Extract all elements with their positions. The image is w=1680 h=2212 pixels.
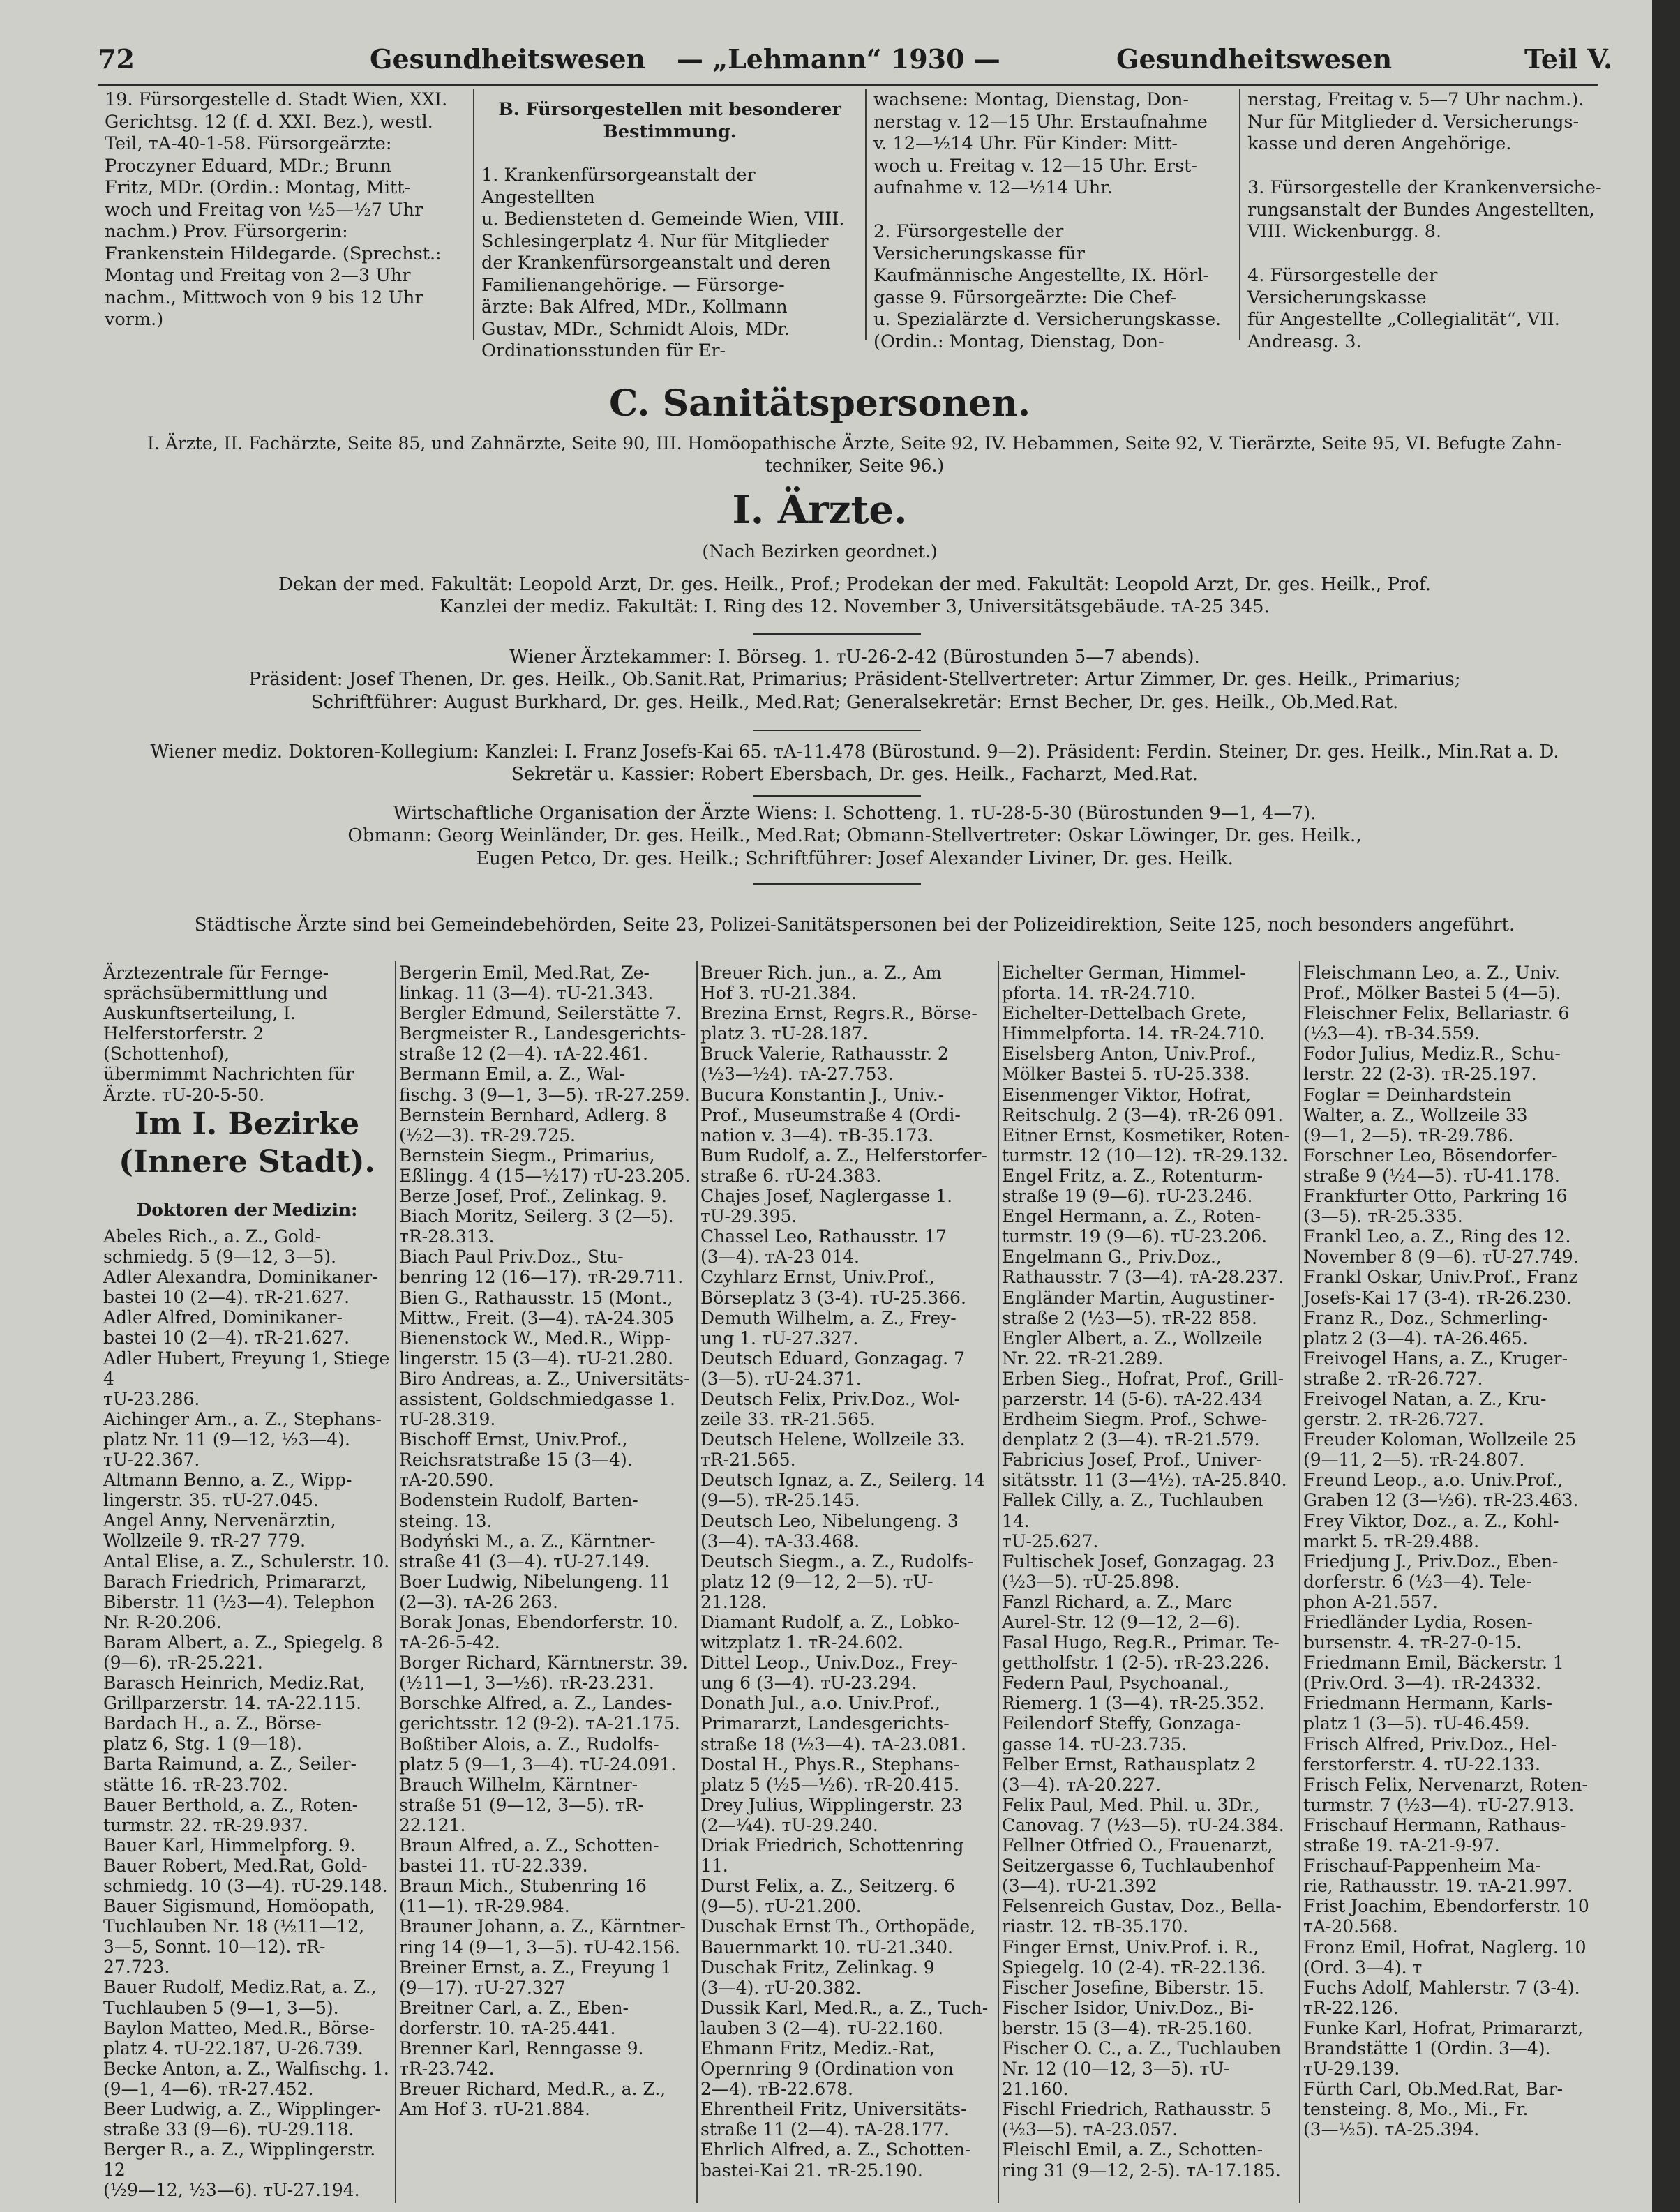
- header-rule: [98, 84, 1598, 86]
- divider-4: [753, 883, 921, 885]
- listing-col-1: Abeles Rich., a. Z., Gold- schmiedg. 5 (9—12, 3—5). Adler Alexandra, Dominikaner- bastei 10 (2—4). ᴛR-21.627. Adler Alfred, Dominikaner- bastei 10 (2—4). ᴛR-21.627. Adler Hubert, Freyung 1, Stiege 4 ᴛU-23.286. Aichinger Arn., a. Z., Stephans- platz Nr. 11 (9—12, ½3—4). ᴛU-22.367. Altmann Benno, a. Z., Wipp- lingerstr. 35. ᴛU-27.045. Angel Anny, Nervenärztin, Wollzeile 9. ᴛR-27 779. Antal Elise, a. Z., Schulerstr. 10. Barach Friedrich, Primararzt, Biberstr. 11 (½3—4). Telephon Nr. R-20.206. Baram Albert, a. Z., Spiegelg. 8 (9—6). ᴛR-25.221. Barasch Heinrich, Mediz.Rat, Grillparzerstr. 14. ᴛA-22.115. Bardach H., a. Z., Börse- platz 6, Stg. 1 (9—18). Barta Raimund, a. Z., Seiler- stätte 16. ᴛR-23.702. Bauer Berthold, a. Z., Roten- turmstr. 22. ᴛR-29.937. Bauer Karl, Himmelpforg. 9. Bauer Robert, Med.Rat, Gold- schmiedg. 10 (3—4). ᴛU-29.148. Bauer Sigismund, Homöopath, Tuchlauben Nr. 18 (½11—12, 3—5, Sonnt. 10—12). ᴛR-27.723. Bauer Rudolf, Mediz.Rat, a. Z., Tuchlauben 5 (9—1, 3—5). Baylon Matteo, Med.R., Börse- platz 4. ᴛU-22.187, U-26.739. Becke Anton, a. Z., Walfischg. 1. (9—1, 4—6). ᴛR-27.452. Beer Ludwig, a. Z., Wipplinger- straße 33 (9—6). ᴛU-29.118. Berger R., a. Z., Wipplingerstr. 12 (½9—12, ½3—6). ᴛU-27.194.: [103, 1226, 390, 2201]
- top-col-4: nerstag, Freitag v. 5—7 Uhr nachm.). Nur für Mitglieder d. Versicherungs- kasse und deren Angehörige. 3. Fürsorgestelle der Krankenversiche- rungsanstalt der Bundes Angestellten, VIII. Wickenburgg. 8. 4. Fürsorgestelle der Versicherungskasse für Angestellte „Collegialität“, VII. Andreasg. 3.: [1247, 89, 1602, 352]
- section-c-title: C. Sanitätspersonen.: [608, 382, 1031, 425]
- wirtschaftliche-organisation-info: Wirtschaftliche Organisation der Ärzte Wiens: I. Schotteng. 1. ᴛU-28-5-30 (Bürostunden 9—1, 4—7). Obmann: Georg Weinländer, Dr. ges. Heilk., Med.Rat; Obmann-Stellvertreter: Oskar Löwinger, Dr. ges. Heilk., Eugen Petco, Dr. ges. Heilk.; Schriftführer: Josef Alexander Liviner, Dr. ges. Heilk.: [347, 803, 1362, 869]
- top-divider-1: [473, 89, 474, 340]
- page-edge-shadow: [1652, 0, 1680, 2212]
- staedtische-aerzte-note: Städtische Ärzte sind bei Gemeindebehörden, Seite 23, Polizei-Sanitätspersonen bei der Polizeidirektion, Seite 125, noch besonders angeführt.: [194, 915, 1515, 935]
- top-col-2-heading: B. Fürsorgestellen mit besonderer Bestimmung.: [498, 99, 841, 142]
- header-left-title: Gesundheitswesen: [370, 43, 646, 75]
- doctors-heading: Doktoren der Medizin:: [136, 1200, 358, 1220]
- top-col-3: wachsene: Montag, Dienstag, Don- nerstag v. 12—15 Uhr. Erstaufnahme v. 12—½14 Uhr. Für Kinder: Mitt- woch u. Freitag v. 12—15 Uhr. Erst- aufnahme v. 12—½14 Uhr. 2. Fürsorgestelle der Versicherungskasse für Kaufmännische Angestellte, IX. Hörl- gasse 9. Fürsorgeärzte: Die Chef- u. Spezialärzte d. Versicherungskasse. (Ordin.: Montag, Dienstag, Don-: [873, 89, 1222, 352]
- section-i-subtitle: (Nach Bezirken geordnet.): [702, 541, 938, 562]
- doktoren-kollegium-info: Wiener mediz. Doktoren-Kollegium: Kanzlei: I. Franz Josefs-Kai 65. ᴛA-11.478 (Bürostund. 9—2). Präsident: Ferdin. Steiner, Dr. ges. Heilk., Min.Rat a. D. Sekretär u. Kassier: Robert Ebersbach, Dr. ges. Heilk., Facharzt, Med.Rat.: [150, 742, 1559, 785]
- header-center-title: — „Lehmann“ 1930 —: [677, 43, 1000, 75]
- faculty-info: Dekan der med. Fakultät: Leopold Arzt, Dr. ges. Heilk., Prof.; Prodekan der med. Fakultät: Leopold Arzt, Dr. ges. Heilk., Prof. Kanzlei der mediz. Fakultät: I. Ring des 12. November 3, Universitätsgebäude. ᴛA-25 345.: [278, 574, 1431, 618]
- top-divider-2: [865, 89, 867, 340]
- aerztekammer-info: Wiener Ärztekammer: I. Börseg. 1. ᴛU-26-2-42 (Bürostunden 5—7 abends). Präsident: Josef Thenen, Dr. ges. Heilk., Ob.Sanit.Rat, Primarius; Präsident-Stellvertreter: Artur Zimmer, Dr. ges. Heilk., Primarius; Schriftführer: August Burkhard, Dr. ges. Heilk., Med.Rat; Generalsekretär: Ernst Becher, Dr. ges. Heilk., Ob.Med.Rat.: [248, 647, 1461, 713]
- top-divider-3: [1239, 89, 1240, 340]
- section-c-subtitle: I. Ärzte, II. Fachärzte, Seite 85, und Zahnärzte, Seite 90, III. Homöopathische Ärzte, Seite 92, IV. Hebammen, Seite 92, V. Tierärzte, Seite 95, VI. Befugte Zahn- techniker, Seite 96.): [147, 433, 1562, 476]
- district-title: Im I. Bezirke (Innere Stadt).: [119, 1106, 375, 1180]
- listing-col-5: Fleischmann Leo, a. Z., Univ. Prof., Mölker Bastei 5 (4—5). Fleischner Felix, Bellariastr. 6 (½3—4). ᴛB-34.559. Fodor Julius, Mediz.R., Schu- lerstr. 22 (2-3). ᴛR-25.197. Foglar = Deinhardstein Walter, a. Z., Wollzeile 33 (9—1, 2—5). ᴛR-29.786. Forschner Leo, Bösendorfer- straße 9 (½4—5). ᴛU-41.178. Frankfurter Otto, Parkring 16 (3—5). ᴛR-25.335. Frankl Leo, a. Z., Ring des 12. November 8 (9—6). ᴛU-27.749. Frankl Oskar, Univ.Prof., Franz Josefs-Kai 17 (3-4). ᴛR-26.230. Franz R., Doz., Schmerling- platz 2 (3—4). ᴛA-26.465. Freivogel Hans, a. Z., Kruger- straße 2. ᴛR-26.727. Freivogel Natan, a. Z., Kru- gerstr. 2. ᴛR-26.727. Freuder Koloman, Wollzeile 25 (9—11, 2—5). ᴛR-24.807. Freund Leop., a.o. Univ.Prof., Graben 12 (3—½6). ᴛR-23.463. Frey Viktor, Doz., a. Z., Kohl- markt 5. ᴛR-29.488. Friedjung J., Priv.Doz., Eben- dorferstr. 6 (½3—4). Tele- phon A-21.557. Friedländer Lydia, Rosen- bursenstr. 4. ᴛR-27-0-15. Friedmann Emil, Bäckerstr. 1 (Priv.Ord. 3—4). ᴛR-24332. Friedmann Hermann, Karls- platz 1 (3—5). ᴛU-46.459. Frisch Alfred, Priv.Doz., Hel- ferstorferstr. 4. ᴛU-22.133. Frisch Felix, Nervenarzt, Roten- turmstr. 7 (½3—4). ᴛU-27.913. Frischauf Hermann, Rathaus- straße 19. ᴛA-21-9-97. Frischauf-Pappenheim Ma- rie, Rathausstr. 19. ᴛA-21.997. Frist Joachim, Ebendorferstr. 10 ᴛA-20.568. Fronz Emil, Hofrat, Naglerg. 10 (Ord. 3—4). ᴛ Fuchs Adolf, Mahlerstr. 7 (3-4). ᴛR-22.126. Funke Karl, Hofrat, Primararzt, Brandstätte 1 (Ordin. 3—4). ᴛU-29.139. Fürth Carl, Ob.Med.Rat, Bar- tensteing. 8, Mo., Mi., Fr. (3—½5). ᴛA-25.394.: [1303, 963, 1589, 2140]
- header-part: Teil V.: [1524, 43, 1613, 75]
- listing-divider-3: [998, 961, 999, 2203]
- divider-3: [753, 795, 921, 797]
- divider-2: [753, 730, 921, 731]
- section-i-title: I. Ärzte.: [732, 487, 908, 533]
- listing-divider-4: [1299, 961, 1300, 2203]
- page-number: 72: [98, 43, 135, 75]
- header-right-title: Gesundheitswesen: [1116, 43, 1393, 75]
- listing-divider-1: [395, 961, 396, 2203]
- top-col-1: 19. Fürsorgestelle d. Stadt Wien, XXI. Gerichtsg. 12 (f. d. XXI. Bez.), westl. Teil, ᴛA-40-1-58. Fürsorgeärzte: Proczyner Eduard, MDr.; Brunn Fritz, MDr. (Ordin.: Montag, Mitt- woch und Freitag von ½5—½7 Uhr nachm.) Prov. Fürsorgerin: Frankenstein Hildegarde. (Sprechst.: Montag und Freitag von 2—3 Uhr nachm., Mittwoch von 9 bis 12 Uhr vorm.): [105, 89, 448, 330]
- divider-1: [753, 633, 921, 635]
- top-col-2: 1. Krankenfürsorgeanstalt der Angestellten u. Bediensteten d. Gemeinde Wien, VIII. Schlesingerplatz 4. Nur für Mitglieder der Krankenfürsorgeanstalt und deren Familienangehörige. — Fürsorge- ärzte: Bak Alfred, MDr., Kollmann Gustav, MDr., Schmidt Alois, MDr. Ordinationsstunden für Er-: [481, 165, 845, 361]
- listing-col-2: Bergerin Emil, Med.Rat, Ze- linkag. 11 (3—4). ᴛU-21.343. Bergler Edmund, Seilerstätte 7. Bergmeister R., Landesgerichts- straße 12 (2—4). ᴛA-22.461. Bermann Emil, a. Z., Wal- fischg. 3 (9—1, 3—5). ᴛR-27.259. Bernstein Bernhard, Adlerg. 8 (½2—3). ᴛR-29.725. Bernstein Siegm., Primarius, Eßlingg. 4 (15—½17) ᴛU-23.205. Berze Josef, Prof., Zelinkag. 9. Biach Moritz, Seilerg. 3 (2—5). ᴛR-28.313. Biach Paul Priv.Doz., Stu- benring 12 (16—17). ᴛR-29.711. Bien G., Rathausstr. 15 (Mont., Mittw., Freit. (3—4). ᴛA-24.305 Bienenstock W., Med.R., Wipp- lingerstr. 15 (3—4). ᴛU-21.280. Biro Andreas, a. Z., Universitäts- assistent, Goldschmiedgasse 1. ᴛU-28.319. Bischoff Ernst, Univ.Prof., Reichsratstraße 15 (3—4). ᴛA-20.590. Bodenstein Rudolf, Barten- steing. 13. Bodyński M., a. Z., Kärntner- straße 41 (3—4). ᴛU-27.149. Boer Ludwig, Nibelungeng. 11 (2—3). ᴛA-26 263. Borak Jonas, Ebendorferstr. 10. ᴛA-26-5-42. Borger Richard, Kärntnerstr. 39. (½11—1, 3—½6). ᴛR-23.231. Borschke Alfred, a. Z., Landes- gerichtsstr. 12 (9-2). ᴛA-21.175. Boßtiber Alois, a. Z., Rudolfs- platz 5 (9—1, 3—4). ᴛU-24.091. Brauch Wilhelm, Kärntner- straße 51 (9—12, 3—5). ᴛR-22.121. Braun Alfred, a. Z., Schotten- bastei 11. ᴛU-22.339. Braun Mich., Stubenring 16 (11—1). ᴛR-29.984. Brauner Johann, a. Z., Kärntner- ring 14 (9—1, 3—5). ᴛU-42.156. Breiner Ernst, a. Z., Freyung 1 (9—17). ᴛU-27.327 Breitner Carl, a. Z., Eben- dorferstr. 10. ᴛA-25.441. Brenner Karl, Renngasse 9. ᴛR-23.742. Breuer Richard, Med.R., a. Z., Am Hof 3. ᴛU-21.884.: [399, 963, 691, 2120]
- listing-divider-2: [696, 961, 698, 2203]
- listing-col-4: Eichelter German, Himmel- pforta. 14. ᴛR-24.710. Eichelter-Dettelbach Grete, Himmelpforta. 14. ᴛR-24.710. Eiselsberg Anton, Univ.Prof., Mölker Bastei 5. ᴛU-25.338. Eisenmenger Viktor, Hofrat, Reitschulg. 2 (3—4). ᴛR-26 091. Eitner Ernst, Kosmetiker, Roten- turmstr. 12 (10—12). ᴛR-29.132. Engel Fritz, a. Z., Rotenturm- straße 19 (9—6). ᴛU-23.246. Engel Hermann, a. Z., Roten- turmstr. 19 (9—6). ᴛU-23.206. Engelmann G., Priv.Doz., Rathausstr. 7 (3—4). ᴛA-28.237. Engländer Martin, Augustiner- straße 2 (½3—5). ᴛR-22 858. Engler Albert, a. Z., Wollzeile Nr. 22. ᴛR-21.289. Erben Sieg., Hofrat, Prof., Grill- parzerstr. 14 (5-6). ᴛA-22.434 Erdheim Siegm. Prof., Schwe- denplatz 2 (3—4). ᴛR-21.579. Fabricius Josef, Prof., Univer- sitätsstr. 11 (3—4½). ᴛA-25.840. Fallek Cilly, a. Z., Tuchlauben 14. ᴛU-25.627. Fultischek Josef, Gonzagag. 23 (½3—5). ᴛU-25.898. Fanzl Richard, a. Z., Marc Aurel-Str. 12 (9—12, 2—6). Fasal Hugo, Reg.R., Primar. Te- gettholfstr. 1 (2-5). ᴛR-23.226. Federn Paul, Psychoanal., Riemerg. 1 (3—4). ᴛR-25.352. Feilendorf Steffy, Gonzaga- gasse 14. ᴛU-23.735. Felber Ernst, Rathausplatz 2 (3—4). ᴛA-20.227. Felix Paul, Med. Phil. u. 3Dr., Canovag. 7 (½3—5). ᴛU-24.384. Fellner Otfried O., Frauenarzt, Seitzergasse 6, Tuchlaubenhof (3—4). ᴛU-21.392 Felsenreich Gustav, Doz., Bella- riastr. 12. ᴛB-35.170. Finger Ernst, Univ.Prof. i. R., Spiegelg. 10 (2-4). ᴛR-22.136. Fischer Josefine, Biberstr. 15. Fischer Isidor, Univ.Doz., Bi- berstr. 15 (3—4). ᴛR-25.160. Fischer O. C., a. Z., Tuchlauben Nr. 12 (10—12, 3—5). ᴛU-21.160. Fischl Friedrich, Rathausstr. 5 (½3—5). ᴛA-23.057. Fleischl Emil, a. Z., Schotten- ring 31 (9—12, 2-5). ᴛA-17.185.: [1002, 963, 1290, 2181]
- listing-col-1-intro: Ärztezentrale für Fernge- sprächsübermittlung und Auskunftserteilung, I. Helferstorferstr. 2 (Schottenhof), übermimmt Nachrichten für Ärzte. ᴛU-20-5-50.: [103, 963, 354, 1105]
- page-header: [98, 43, 1613, 85]
- listing-col-3: Breuer Rich. jun., a. Z., Am Hof 3. ᴛU-21.384. Brezina Ernst, Regrs.R., Börse- platz 3. ᴛU-28.187. Bruck Valerie, Rathausstr. 2 (½3—½4). ᴛA-27.753. Bucura Konstantin J., Univ.- Prof., Museumstraße 4 (Ordi- nation v. 3—4). ᴛB-35.173. Bum Rudolf, a. Z., Helferstorfer- straße 6. ᴛU-24.383. Chajes Josef, Naglergasse 1. ᴛU-29.395. Chassel Leo, Rathausstr. 17 (3—4). ᴛA-23 014. Czyhlarz Ernst, Univ.Prof., Börseplatz 3 (3-4). ᴛU-25.366. Demuth Wilhelm, a. Z., Frey- ung 1. ᴛU-27.327. Deutsch Eduard, Gonzagag. 7 (3—5). ᴛU-24.371. Deutsch Felix, Priv.Doz., Wol- zeile 33. ᴛR-21.565. Deutsch Helene, Wollzeile 33. ᴛR-21.565. Deutsch Ignaz, a. Z., Seilerg. 14 (9—5). ᴛR-25.145. Deutsch Leo, Nibelungeng. 3 (3—4). ᴛA-33.468. Deutsch Siegm., a. Z., Rudolfs- platz 12 (9—12, 2—5). ᴛU-21.128. Diamant Rudolf, a. Z., Lobko- witzplatz 1. ᴛR-24.602. Dittel Leop., Univ.Doz., Frey- ung 6 (3—4). ᴛU-23.294. Donath Jul., a.o. Univ.Prof., Primararzt, Landesgerichts- straße 18 (½3—4). ᴛA-23.081. Dostal H., Phys.R., Stephans- platz 5 (½5—½6). ᴛR-20.415. Drey Julius, Wipplingerstr. 23 (2—¼4). ᴛU-29.240. Driak Friedrich, Schottenring 11. Durst Felix, a. Z., Seitzerg. 6 (9—5). ᴛU-21.200. Duschak Ernst Th., Orthopäde, Bauernmarkt 10. ᴛU-21.340. Duschak Fritz, Zelinkag. 9 (3—4). ᴛU-20.382. Dussik Karl, Med.R., a. Z., Tuch- lauben 3 (2—4). ᴛU-22.160. Ehmann Fritz, Mediz.-Rat, Opernring 9 (Ordination von 2—4). ᴛB-22.678. Ehrentheil Fritz, Universitäts- straße 11 (2—4). ᴛA-28.177. Ehrlich Alfred, a. Z., Schotten- bastei-Kai 21. ᴛR-25.190.: [700, 963, 989, 2181]
